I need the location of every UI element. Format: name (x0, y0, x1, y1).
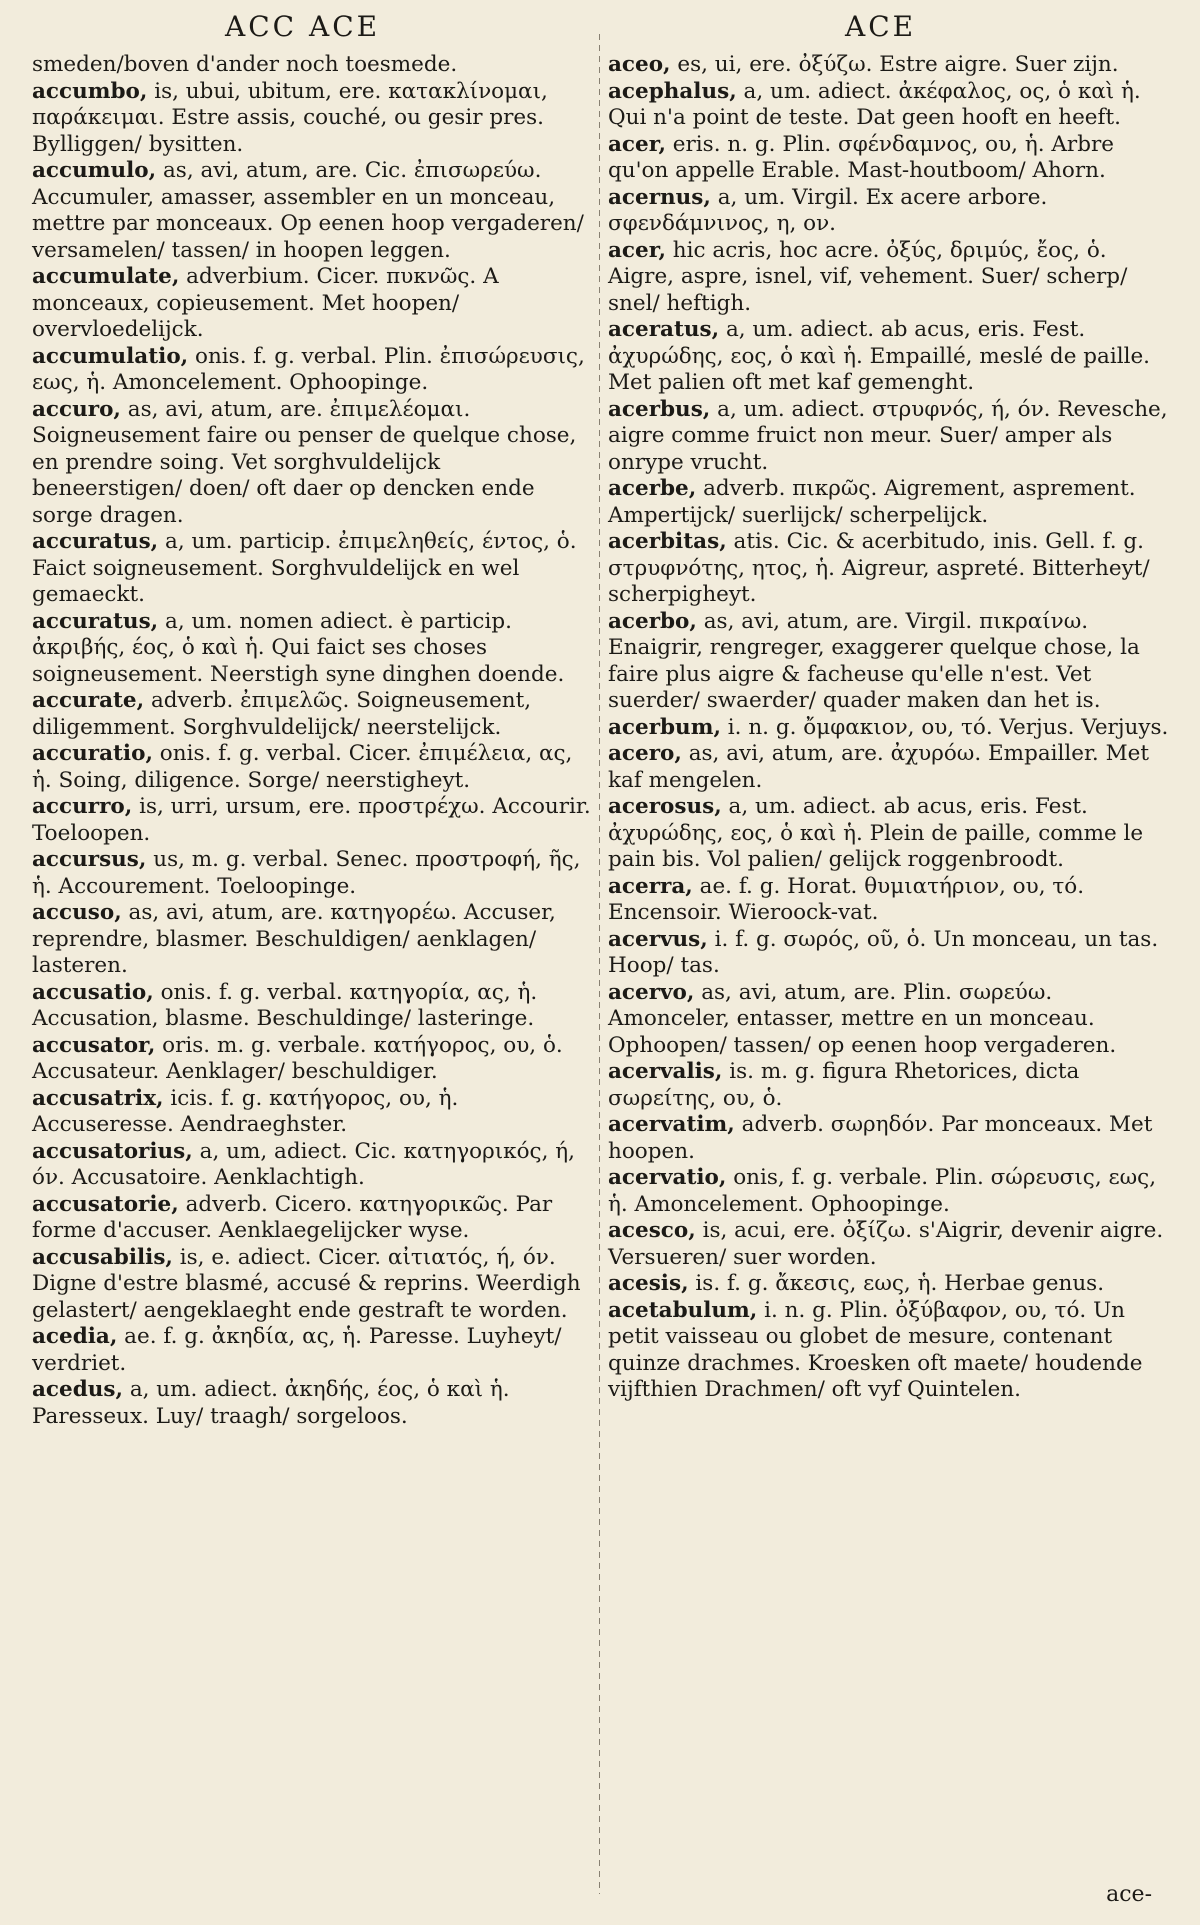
right-column (608, 52, 1176, 1404)
entry-headword: accusabilis, (32, 1244, 173, 1270)
entry-text: adverb. σωρηδόν. Par monceaux. Met hoopen. (608, 1112, 1153, 1164)
dictionary-entry (32, 1139, 594, 1192)
entry-headword: accusator, (32, 1032, 156, 1058)
entry-text: eris. n. g. Plin. σφένδαμνος, ου, ἡ. Arbre qu'on appelle Erable. Mast-houtboom/ Ahorn. (608, 131, 1114, 183)
dictionary-entry (608, 1218, 1176, 1271)
dictionary-entry (32, 264, 594, 344)
entry-text: is. f. g. ἄκεσις, εως, ἡ. Herbae genus. (695, 1271, 1105, 1296)
entry-text: as, avi, atum, are. Cic. ἐπισωρεύω. Accumuler, amasser, assembler en un monceau, mettre par monceaux. Op eenen hoop vergaderen/ versamelen/ tassen/ in hoopen leggen. (32, 158, 584, 263)
dictionary-entry (608, 132, 1176, 185)
entry-headword: acerra, (608, 873, 693, 899)
dictionary-entry (608, 715, 1176, 742)
entry-headword: acerbitas, (608, 529, 727, 554)
dictionary-entry (608, 1112, 1176, 1165)
entry-text: ae. f. g. Horat. θυμιατήριον, ου, τό. Encensoir. Wieroock-vat. (608, 873, 1085, 925)
entry-headword: acervus, (608, 926, 708, 952)
entry-text: ae. f. g. ἀκηδία, ας, ἡ. Paresse. Luyheyt/ verdriet. (32, 1324, 562, 1376)
entry-text: a, um. adiect. ἀκηδής, έος, ὁ καὶ ἡ. Paresseux. Luy/ traagh/ sorgeloos. (32, 1377, 510, 1429)
entry-headword: acervatim, (608, 1112, 735, 1137)
dictionary-entry (32, 529, 594, 609)
entry-text: as, avi, atum, are. ἀχυρόω. Empailler. Met kaf mengelen. (608, 741, 1149, 793)
dictionary-entry (32, 397, 594, 530)
dictionary-entry (608, 794, 1176, 874)
dictionary-entry (32, 688, 594, 741)
entry-text: onis. f. g. verbal. Cicer. ἐπιμέλεια, ας, ἡ. Soing, diligence. Sorge/ neerstigheyt. (32, 741, 573, 793)
dictionary-entry (608, 317, 1176, 397)
entry-text: adverb. Cicero. κατηγορικῶς. Par forme d'accuser. Aenklaegelijcker wyse. (32, 1191, 553, 1243)
entry-headword: accursus, (32, 847, 147, 872)
entry-headword: acesis, (608, 1271, 689, 1296)
entry-text: is, urri, ursum, ere. προστρέχω. Accourir. Toeloopen. (32, 794, 591, 846)
entry-headword: aceratus, (608, 317, 720, 342)
dictionary-entry (608, 927, 1176, 980)
dictionary-entry (608, 238, 1176, 318)
entry-headword: acervatio, (608, 1165, 727, 1190)
dictionary-entry (608, 1271, 1176, 1298)
dictionary-entry (32, 741, 594, 794)
dictionary-entry (32, 79, 594, 159)
left-column (32, 52, 594, 1430)
dictionary-entry (608, 52, 1176, 79)
dictionary-entry (32, 1086, 594, 1139)
dictionary-entry (608, 79, 1176, 132)
entry-text: es, ui, ere. ὀξύζω. Estre aigre. Suer zijn. (677, 52, 1119, 77)
dictionary-entry (32, 609, 594, 689)
dictionary-entry (32, 794, 594, 847)
entry-text: as, avi, atum, are. ἐπιμελέομαι. Soigneusement faire ou penser de quelque chose, en prendre soing. Vet sorghvuldelijck beneerstigen/ doen/ oft daer op dencken ende sorge dragen. (32, 396, 577, 528)
dictionary-entry (608, 476, 1176, 529)
entry-text: oris. m. g. verbale. κατήγορος, ου, ὁ. Accusateur. Aenklager/ beschuldiger. (32, 1032, 563, 1084)
entry-text: a, um. Virgil. Ex acere arbore. σφενδάμνινος, η, ον. (608, 184, 1048, 236)
entry-text: icis. f. g. κατήγορος, ου, ἡ. Accuseresse. Aendraeghster. (32, 1085, 459, 1137)
dictionary-entry (608, 397, 1176, 477)
entry-headword: accuratus, (32, 529, 159, 554)
dictionary-entry (608, 741, 1176, 794)
dictionary-entry (32, 847, 594, 900)
entry-text: smeden/boven d'ander noch toesmede. (32, 52, 458, 77)
dictionary-entry (608, 1298, 1176, 1404)
entry-headword: accumulatio, (32, 343, 189, 369)
entry-headword: acerbe, (608, 476, 697, 501)
entry-headword: accuratio, (32, 741, 153, 766)
entry-text: adverbium. Cicer. πυκνῶς. A monceaux, copieusement. Met hoopen/ overvloedelijck. (32, 264, 499, 342)
entry-headword: accusatrix, (32, 1085, 164, 1111)
dictionary-entry (32, 52, 594, 79)
entry-headword: accuro, (32, 396, 121, 422)
dictionary-entry (32, 1324, 594, 1377)
dictionary-entry (608, 1165, 1176, 1218)
entry-text: onis, f. g. verbale. Plin. σώρευσις, εως, ἡ. Amoncelement. Ophoopinge. (608, 1165, 1157, 1217)
entry-text: as, avi, atum, are. κατηγορέω. Accuser, reprendre, blasmer. Beschuldigen/ aenklagen/ lasteren. (32, 900, 556, 978)
entry-headword: acero, (608, 741, 682, 766)
entry-headword: acerosus, (608, 794, 722, 819)
dictionary-entry (32, 344, 594, 397)
entry-text: is, ubui, ubitum, ere. κατακλίνομαι, παράκειμαι. Estre assis, couché, ou gesir pres. Bylliggen/ bysitten. (32, 78, 548, 157)
entry-headword: acerbo, (608, 608, 697, 634)
entry-headword: aceo, (608, 52, 671, 77)
dictionary-entry (608, 529, 1176, 609)
entry-text: a, um, adiect. Cic. κατηγορικός, ή, όν. Accusatoire. Aenklachtigh. (32, 1138, 575, 1190)
entry-text: atis. Cic. & acerbitudo, inis. Gell. f. g. στρυφνότης, ητος, ἡ. Aigreur, aspreté. Bitterheyt/ scherpigheyt. (608, 529, 1150, 607)
entry-headword: accusatorie, (32, 1191, 179, 1217)
entry-headword: acedia, (32, 1324, 118, 1349)
dictionary-entry (32, 1192, 594, 1245)
entry-headword: accuso, (32, 900, 122, 925)
entry-headword: accumulate, (32, 264, 180, 289)
entry-text: as, avi, atum, are. Virgil. πικραίνω. Enaigrir, rengreger, exaggerer quelque chose, la faire plus aigre & facheuse qu'elle n'est. Vet suerder/ swaerder/ quader maken dan het is. (608, 608, 1140, 713)
entry-text: hic acris, hoc acre. ὀξύς, δριμύς, ἔος, ὁ. Aigre, aspre, isnel, vif, vehement. Suer/ scherp/ snel/ heftigh. (608, 237, 1128, 316)
entry-text: us, m. g. verbal. Senec. προστροφή, ῆς, ἡ. Accourement. Toeloopinge. (32, 847, 581, 899)
entry-headword: accumbo, (32, 78, 148, 104)
entry-text: is, e. adiect. Cicer. αἰτιατός, ή, όν. Digne d'estre blasmé, accusé & reprins. Weerdigh gelastert/ aengeklaeght ende gestraft te worden. (32, 1244, 581, 1323)
dictionary-entry (32, 158, 594, 264)
entry-headword: acernus, (608, 184, 711, 210)
running-header-left: ACC ACE (225, 10, 381, 43)
entry-text: onis. f. g. verbal. κατηγορία, ας, ἡ. Accusation, blasme. Beschuldinge/ lasteringe. (32, 979, 538, 1031)
entry-headword: acer, (608, 237, 666, 263)
entry-headword: accurate, (32, 688, 145, 713)
dictionary-entry (608, 609, 1176, 715)
entry-text: a, um. adiect. ab acus, eris. Fest. ἀχυρώδης, εος, ὁ καὶ ἡ. Empaillé, meslé de paille. Met palien oft met kaf gemenght. (608, 317, 1151, 395)
dictionary-entry (608, 1059, 1176, 1112)
entry-headword: acerbum, (608, 714, 721, 740)
entry-headword: accusatio, (32, 979, 154, 1005)
entry-headword: acephalus, (608, 78, 737, 104)
entry-text: i. n. g. Plin. ὀξύβαφον, ου, τό. Un petit vaisseau ou globet de mesure, contenant quinze drachmes. Kroesken oft maete/ houdende vijfthien Drachmen/ oft vyf Quintelen. (608, 1297, 1143, 1402)
entry-headword: acer, (608, 131, 666, 157)
entry-headword: acervalis, (608, 1059, 723, 1084)
dictionary-entry (32, 1033, 594, 1086)
entry-headword: accuratus, (32, 608, 159, 634)
column-divider (599, 34, 600, 1894)
catchword: ace- (1106, 1882, 1152, 1907)
dictionary-entry (32, 980, 594, 1033)
dictionary-entry (608, 185, 1176, 238)
entry-text: a, um. adiect. ab acus, eris. Fest. ἀχυρώδης, εος, ὁ καὶ ἡ. Plein de paille, comme le pain bis. Vol palien/ gelijck roggenbroodt. (608, 794, 1144, 872)
running-header-right: ACE (845, 10, 917, 43)
dictionary-entry (608, 874, 1176, 927)
entry-headword: acervo, (608, 979, 695, 1005)
entry-text: a, um. adiect. ἀκέφαλος, ος, ὁ καὶ ἡ. Qui n'a point de teste. Dat geen hooft en heeft. (608, 78, 1141, 130)
entry-headword: acesco, (608, 1218, 696, 1243)
entry-text: as, avi, atum, are. Plin. σωρεύω. Amonceler, entasser, mettre en un monceau. Ophoopen/ tassen/ op eenen hoop vergaderen. (608, 979, 1117, 1058)
entry-text: is, acui, ere. ὀξίζω. s'Aigrir, devenir aigre. Versueren/ suer worden. (608, 1218, 1164, 1270)
entry-headword: accumulo, (32, 158, 157, 183)
entry-text: adverb. ἐπιμελῶς. Soigneusement, diligemment. Sorghvuldelijck/ neerstelijck. (32, 688, 532, 740)
entry-headword: accusatorius, (32, 1138, 193, 1164)
entry-text: onis. f. g. verbal. Plin. ἐπισώρευσις, εως, ἡ. Amoncelement. Ophoopinge. (32, 343, 585, 395)
entry-text: a, um. nomen adiect. è particip. ἀκριβής, έος, ὁ καὶ ἡ. Qui faict ses choses soigneusement. Neerstigh syne dinghen doende. (32, 608, 565, 687)
entry-text: a, um. particip. ἐπιμεληθείς, έντος, ὁ. Faict soigneusement. Sorghvuldelijck en wel gemaeckt. (32, 529, 577, 607)
entry-text: adverb. πικρῶς. Aigrement, asprement. Ampertijck/ suerlijck/ scherpelijck. (608, 476, 1136, 528)
dictionary-entry (32, 1245, 594, 1325)
entry-text: i. n. g. ὄμφακιον, ου, τό. Verjus. Verjuys. (727, 714, 1169, 740)
entry-text: a, um. adiect. στρυφνός, ή, όν. Revesche, aigre comme fruict non meur. Suer/ amper als onrype vrucht. (608, 396, 1168, 475)
dictionary-entry (32, 1377, 594, 1430)
entry-text: is. m. g. figura Rhetorices, dicta σωρείτης, ου, ὁ. (608, 1059, 1080, 1111)
entry-headword: acetabulum, (608, 1297, 758, 1323)
entry-headword: acedus, (32, 1377, 123, 1402)
entry-text: i. f. g. σωρός, οῦ, ὁ. Un monceau, un tas. Hoop/ tas. (608, 926, 1159, 978)
entry-headword: accurro, (32, 794, 133, 819)
dictionary-entry (608, 980, 1176, 1060)
entry-headword: acerbus, (608, 396, 711, 422)
dictionary-entry (32, 900, 594, 980)
